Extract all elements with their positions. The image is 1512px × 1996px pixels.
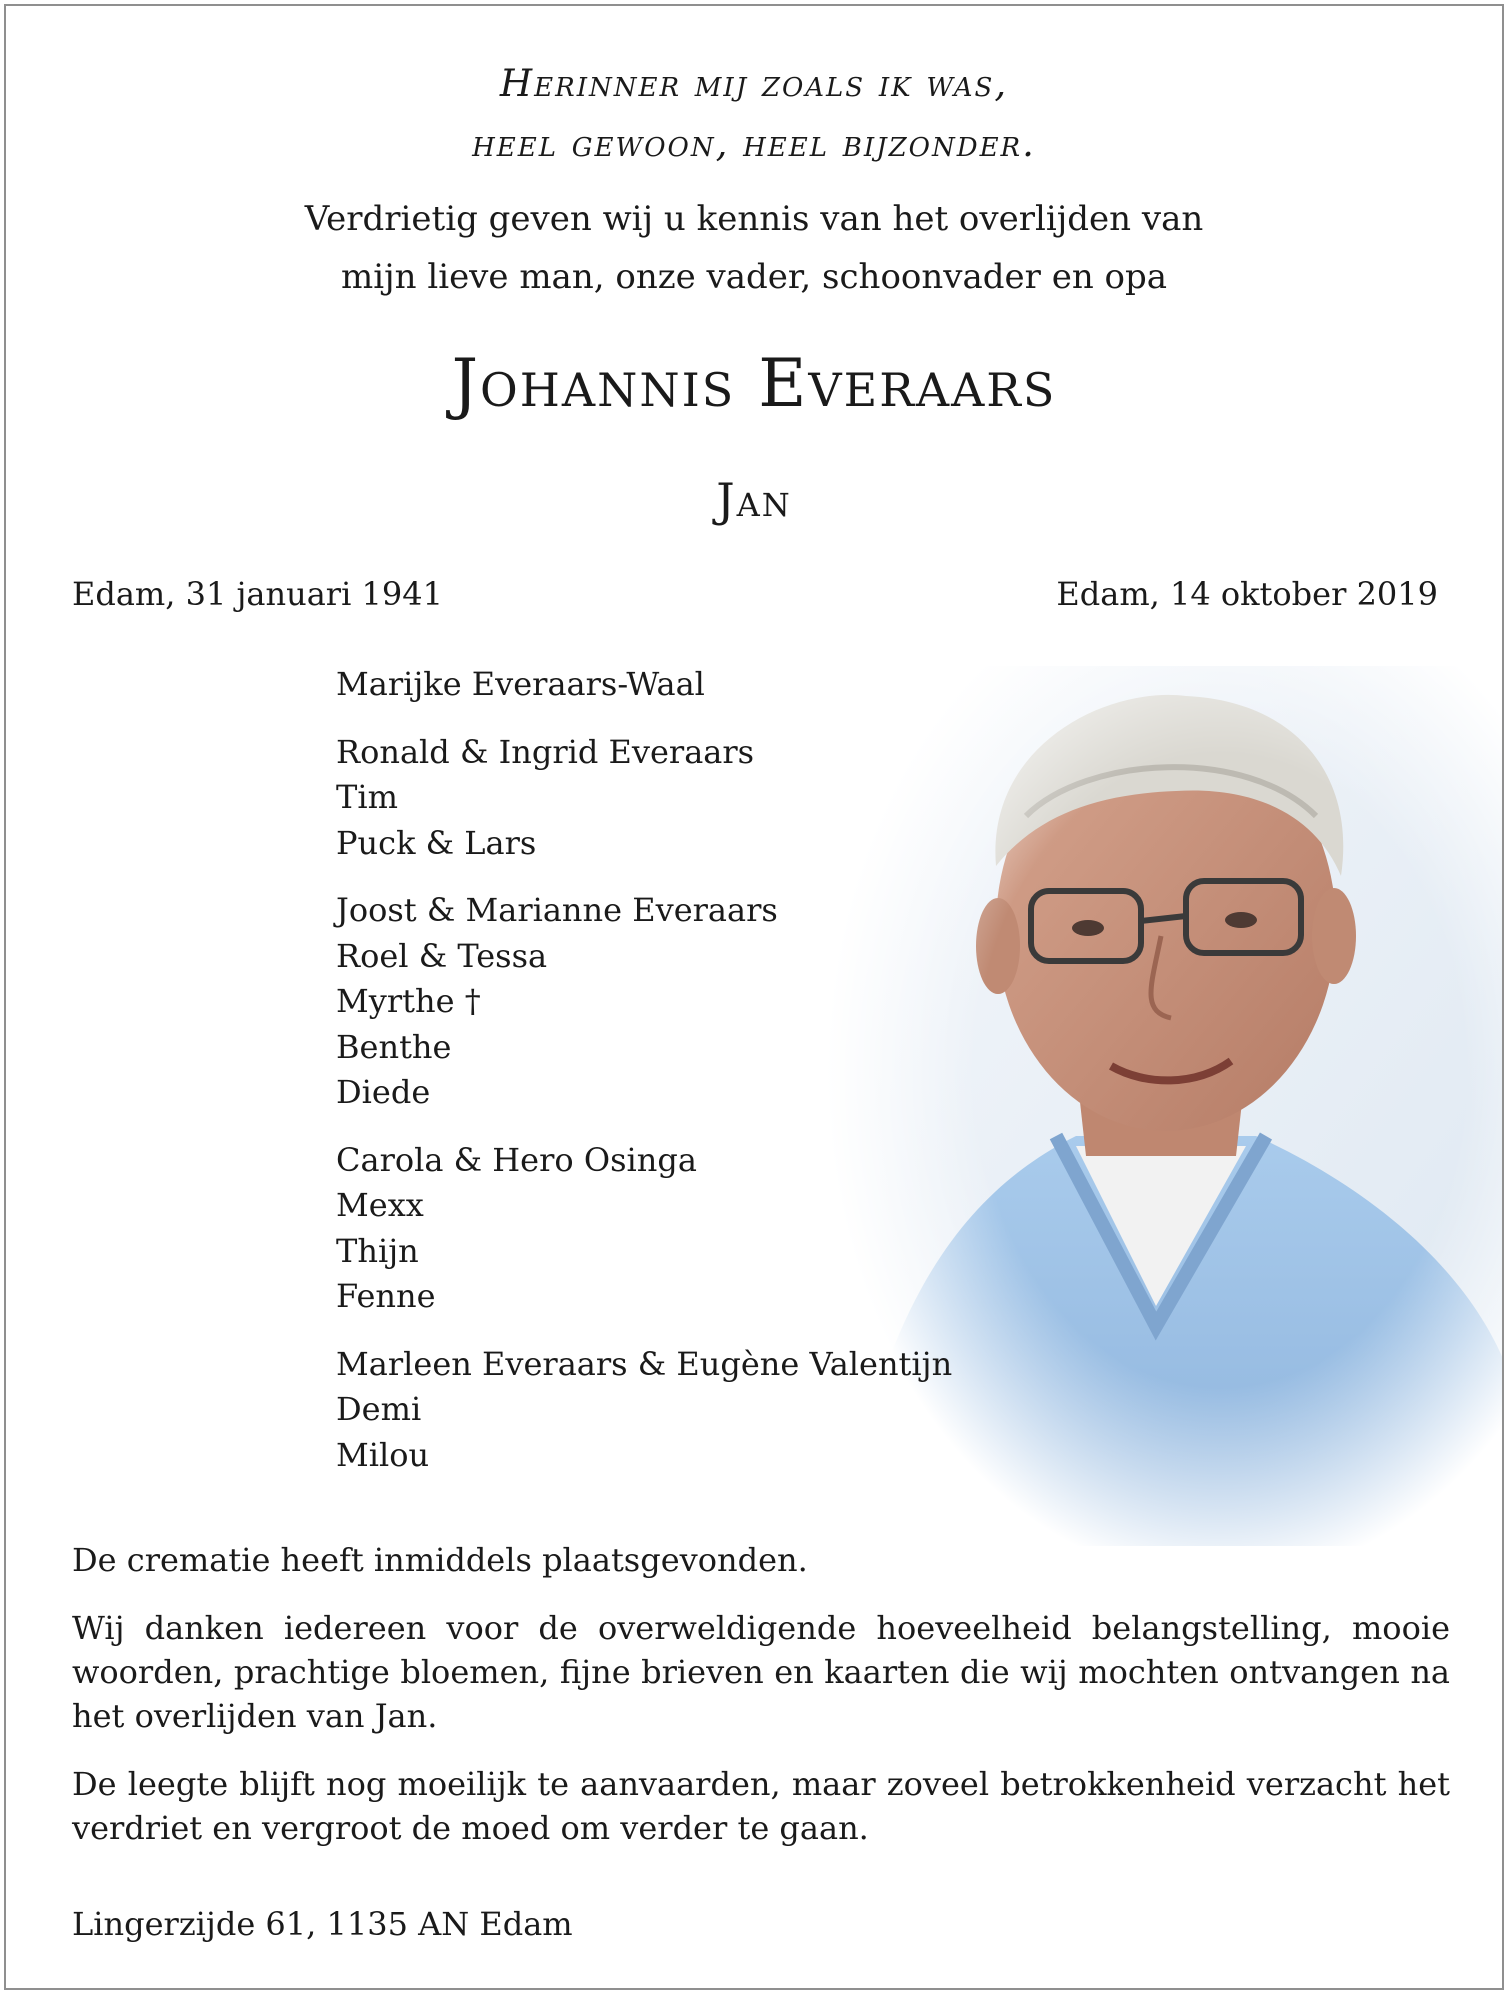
family-member: Diede	[336, 1073, 431, 1111]
family-member: Ronald & Ingrid Everaars	[336, 732, 755, 771]
family-member: Roel & Tessa	[336, 936, 548, 975]
family-group-marleen	[336, 1342, 952, 1479]
family-member: Demi	[336, 1390, 422, 1428]
family-group-carola	[336, 1138, 952, 1320]
family-member: Thijn	[336, 1231, 419, 1270]
family-group-joost	[336, 888, 952, 1116]
verse-line-1: Herinner mij zoals ik was,	[499, 62, 1009, 105]
correspondence-address: Lingerzijde 61, 1135 AN Edam	[72, 1905, 573, 1943]
announcement-intro	[6, 190, 1502, 306]
family-list	[336, 662, 952, 1500]
memorial-verse	[6, 54, 1502, 174]
family-member: Carola & Hero Osinga	[336, 1140, 697, 1179]
deceased-full-name: Johannis Everaars	[451, 345, 1057, 422]
family-member: Milou	[336, 1435, 430, 1474]
death-notice-card	[4, 4, 1504, 1990]
thanks-paragraph: Wij danken iedereen voor de overweldigende hoeveelheid belangstelling, mooie woorden, prachtige bloemen, fijne brieven en kaarten die wij mochten ontvangen na het overlijden van Jan.	[72, 1609, 1450, 1735]
intro-line-1: Verdrietig geven wij u kennis van het overlijden van	[304, 199, 1204, 239]
family-member: Benthe	[336, 1027, 452, 1066]
intro-line-2: mijn lieve man, onze vader, schoonvader en opa	[340, 257, 1168, 297]
family-member: Myrthe †	[336, 982, 481, 1020]
family-member: Marleen Everaars & Eugène Valentijn	[336, 1344, 953, 1383]
family-group-spouse	[336, 662, 952, 708]
emptiness-paragraph: De leegte blijft nog moeilijk te aanvaarden, maar zoveel betrokkenheid verzacht het verdriet en vergroot de moed om verder te gaan.	[72, 1765, 1450, 1847]
family-member: Fenne	[336, 1277, 436, 1315]
family-member: Tim	[336, 778, 398, 816]
family-member: Puck & Lars	[336, 823, 537, 862]
verse-line-2: heel gewoon, heel bijzonder.	[472, 122, 1036, 165]
birth-place-date: Edam, 31 januari 1941	[72, 575, 443, 613]
death-place-date: Edam, 14 oktober 2019	[1056, 575, 1438, 613]
family-member: Joost & Marianne Everaars	[336, 891, 778, 929]
cremation-note: De crematie heeft inmiddels plaatsgevonden.	[72, 1541, 808, 1579]
deceased-nickname: Jan	[716, 473, 792, 527]
closing-text	[72, 1538, 1450, 1874]
family-member: Mexx	[336, 1186, 424, 1224]
family-group-ronald	[336, 730, 952, 867]
family-member: Marijke Everaars-Waal	[336, 665, 705, 703]
